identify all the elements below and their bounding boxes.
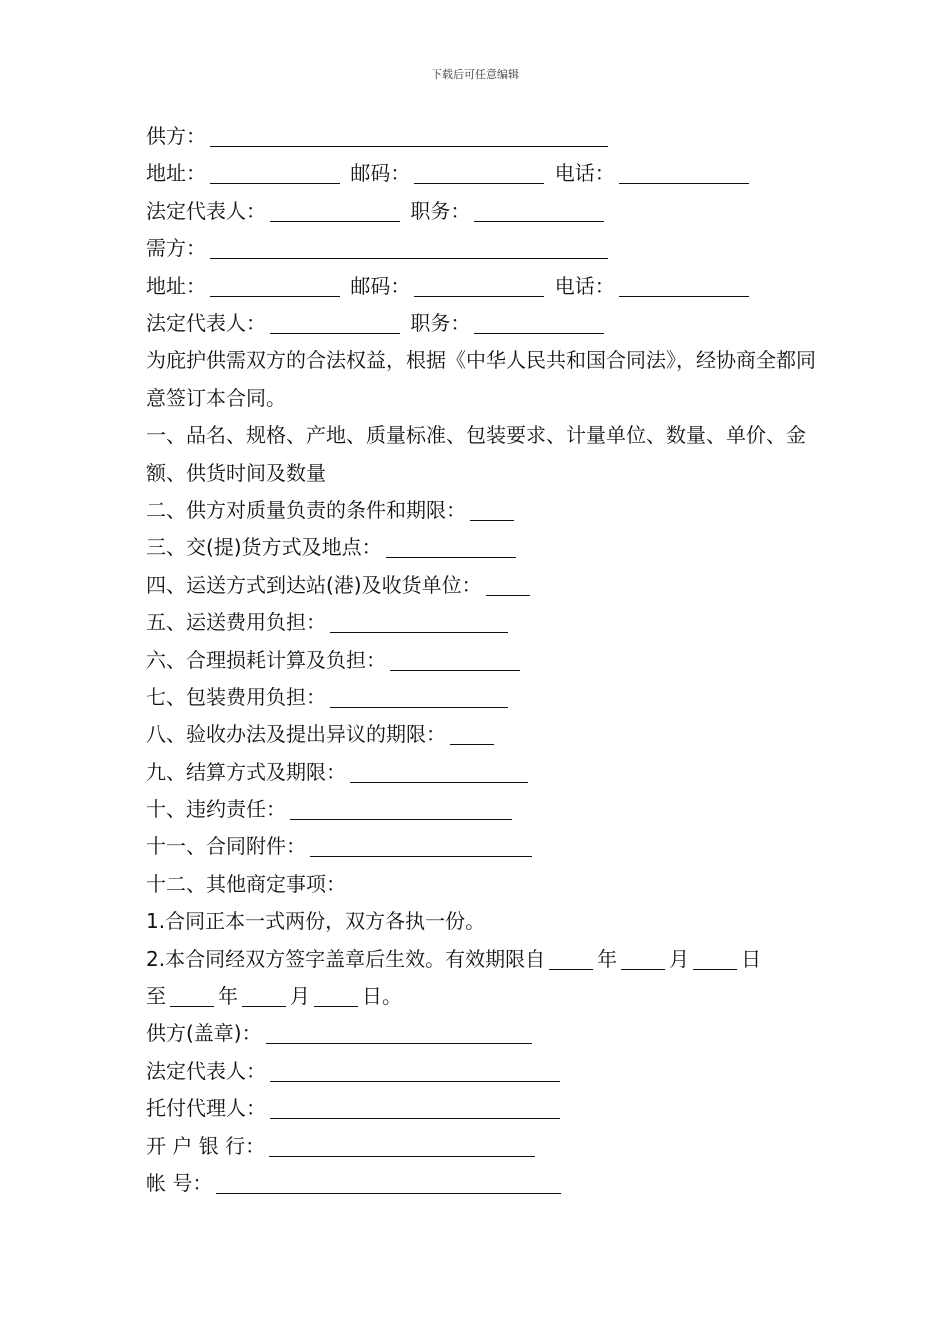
buyer-phone-field[interactable]: [619, 274, 749, 297]
supplier-phone-field[interactable]: [619, 161, 749, 184]
validity-text: 2.本合同经双方签字盖章后生效。有效期限自: [146, 946, 546, 971]
buyer-rep-line: [146, 305, 816, 342]
clause-7-text: 七、包装费用负担：: [146, 684, 326, 709]
supplier-rep-label: 法定代表人：: [146, 198, 266, 223]
contract-body: [146, 118, 816, 1202]
clause-4-text: 四、运送方式到达站(港)及收货单位：: [146, 572, 482, 597]
end-day-label: 日。: [362, 984, 402, 1009]
start-year-field[interactable]: [549, 947, 593, 970]
buyer-label: 需方：: [146, 236, 206, 261]
supplier-zip-field[interactable]: [414, 161, 544, 184]
account-label: 帐 号：: [146, 1171, 213, 1195]
clause-7: [146, 679, 816, 716]
buyer-name-line: [146, 230, 816, 267]
day-label: 日: [741, 946, 762, 971]
year-label: 年: [597, 946, 618, 971]
clause-3: [146, 529, 816, 566]
clause-8-field[interactable]: [450, 722, 494, 745]
agent-label: 托付代理人：: [146, 1096, 266, 1121]
buyer-address-field[interactable]: [210, 274, 340, 297]
signature-account-line: [146, 1165, 816, 1202]
supplier-post-field[interactable]: [474, 199, 604, 222]
clause-12-text: 十二、其他商定事项：: [146, 871, 346, 896]
clause-6-field[interactable]: [390, 648, 520, 671]
clause-5-text: 五、运送费用负担：: [146, 610, 326, 635]
supplier-contact-line: [146, 155, 816, 192]
clause-9-field[interactable]: [350, 760, 528, 783]
bank-label: 开 户 银 行：: [146, 1133, 266, 1158]
month-label: 月: [290, 984, 310, 1009]
clause-12: [146, 866, 816, 903]
buyer-contact-line: [146, 268, 816, 305]
bank-field[interactable]: [269, 1134, 535, 1157]
clause-11-field[interactable]: [310, 834, 532, 857]
page-header: 下载后可任意编辑: [431, 68, 519, 81]
supplier-zip-label: 邮码：: [350, 161, 411, 186]
clause-10-text: 十、违约责任：: [146, 797, 286, 822]
supplier-phone-label: 电话：: [554, 161, 615, 186]
clause-4-field[interactable]: [486, 573, 530, 596]
year-label: 年: [218, 984, 238, 1009]
sign-rep-field[interactable]: [270, 1059, 560, 1082]
end-month-field[interactable]: [242, 984, 286, 1007]
supplier-name-field[interactable]: [210, 124, 608, 147]
buyer-phone-label: 电话：: [554, 273, 615, 298]
clause-1: 一、品名、规格、产地、质量标准、包装要求、计量单位、数量、单价、金额、供货时间及数量: [146, 423, 806, 485]
other-item-2: [146, 941, 816, 978]
clause-10: [146, 791, 816, 828]
buyer-zip-field[interactable]: [414, 274, 544, 297]
end-day-field[interactable]: [314, 984, 358, 1007]
buyer-name-field[interactable]: [210, 236, 608, 259]
supplier-name-line: [146, 118, 816, 155]
buyer-post-field[interactable]: [474, 311, 604, 334]
clause-2-text: 二、供方对质量负责的条件和期限：: [146, 497, 466, 522]
month-label: 月: [669, 946, 690, 971]
buyer-post-label: 职务：: [410, 310, 471, 335]
clause-9: [146, 754, 816, 791]
clause-10-field[interactable]: [290, 797, 512, 820]
supplier-post-label: 职务：: [410, 198, 471, 223]
supplier-label: 供方：: [146, 124, 206, 148]
account-field[interactable]: [216, 1171, 561, 1194]
agent-field[interactable]: [270, 1096, 560, 1119]
buyer-rep-label: 法定代表人：: [146, 310, 266, 335]
to-label: 至: [146, 984, 166, 1009]
clause-4: [146, 567, 816, 604]
buyer-address-label: 地址：: [146, 273, 206, 298]
clause-11-text: 十一、合同附件：: [146, 834, 306, 859]
signature-agent-line: [146, 1090, 816, 1127]
clause-8-text: 八、验收办法及提出异议的期限：: [146, 722, 446, 747]
other-item-1: 1.合同正本一式两份，双方各执一份。: [146, 909, 486, 934]
other-item-2-cont: [146, 978, 816, 1015]
seal-field[interactable]: [266, 1021, 532, 1044]
start-month-field[interactable]: [621, 947, 665, 970]
clause-2-field[interactable]: [470, 498, 514, 521]
supplier-rep-line: [146, 193, 816, 230]
clause-8: [146, 716, 816, 753]
intro-paragraph: 为庇护供需双方的合法权益，根据《中华人民共和国合同法》，经协商全都同意签订本合同。: [146, 348, 816, 410]
start-day-field[interactable]: [693, 947, 737, 970]
sign-rep-label: 法定代表人：: [146, 1058, 266, 1083]
supplier-address-label: 地址：: [146, 161, 206, 186]
clause-6: [146, 642, 816, 679]
clause-11: [146, 828, 816, 865]
signature-rep-line: [146, 1053, 816, 1090]
buyer-zip-label: 邮码：: [350, 273, 411, 298]
clause-7-field[interactable]: [330, 685, 508, 708]
seal-label: 供方(盖章)：: [146, 1021, 262, 1046]
signature-seal-line: [146, 1015, 816, 1052]
signature-bank-line: [146, 1128, 816, 1165]
clause-5-field[interactable]: [330, 610, 508, 633]
clause-9-text: 九、结算方式及期限：: [146, 759, 346, 784]
supplier-address-field[interactable]: [210, 161, 340, 184]
clause-6-text: 六、合理损耗计算及负担：: [146, 647, 386, 672]
clause-2: [146, 492, 816, 529]
clause-5: [146, 604, 816, 641]
supplier-rep-field[interactable]: [270, 199, 400, 222]
end-year-field[interactable]: [170, 984, 214, 1007]
clause-3-text: 三、交(提)货方式及地点：: [146, 535, 382, 560]
buyer-rep-field[interactable]: [270, 311, 400, 334]
clause-3-field[interactable]: [386, 535, 516, 558]
